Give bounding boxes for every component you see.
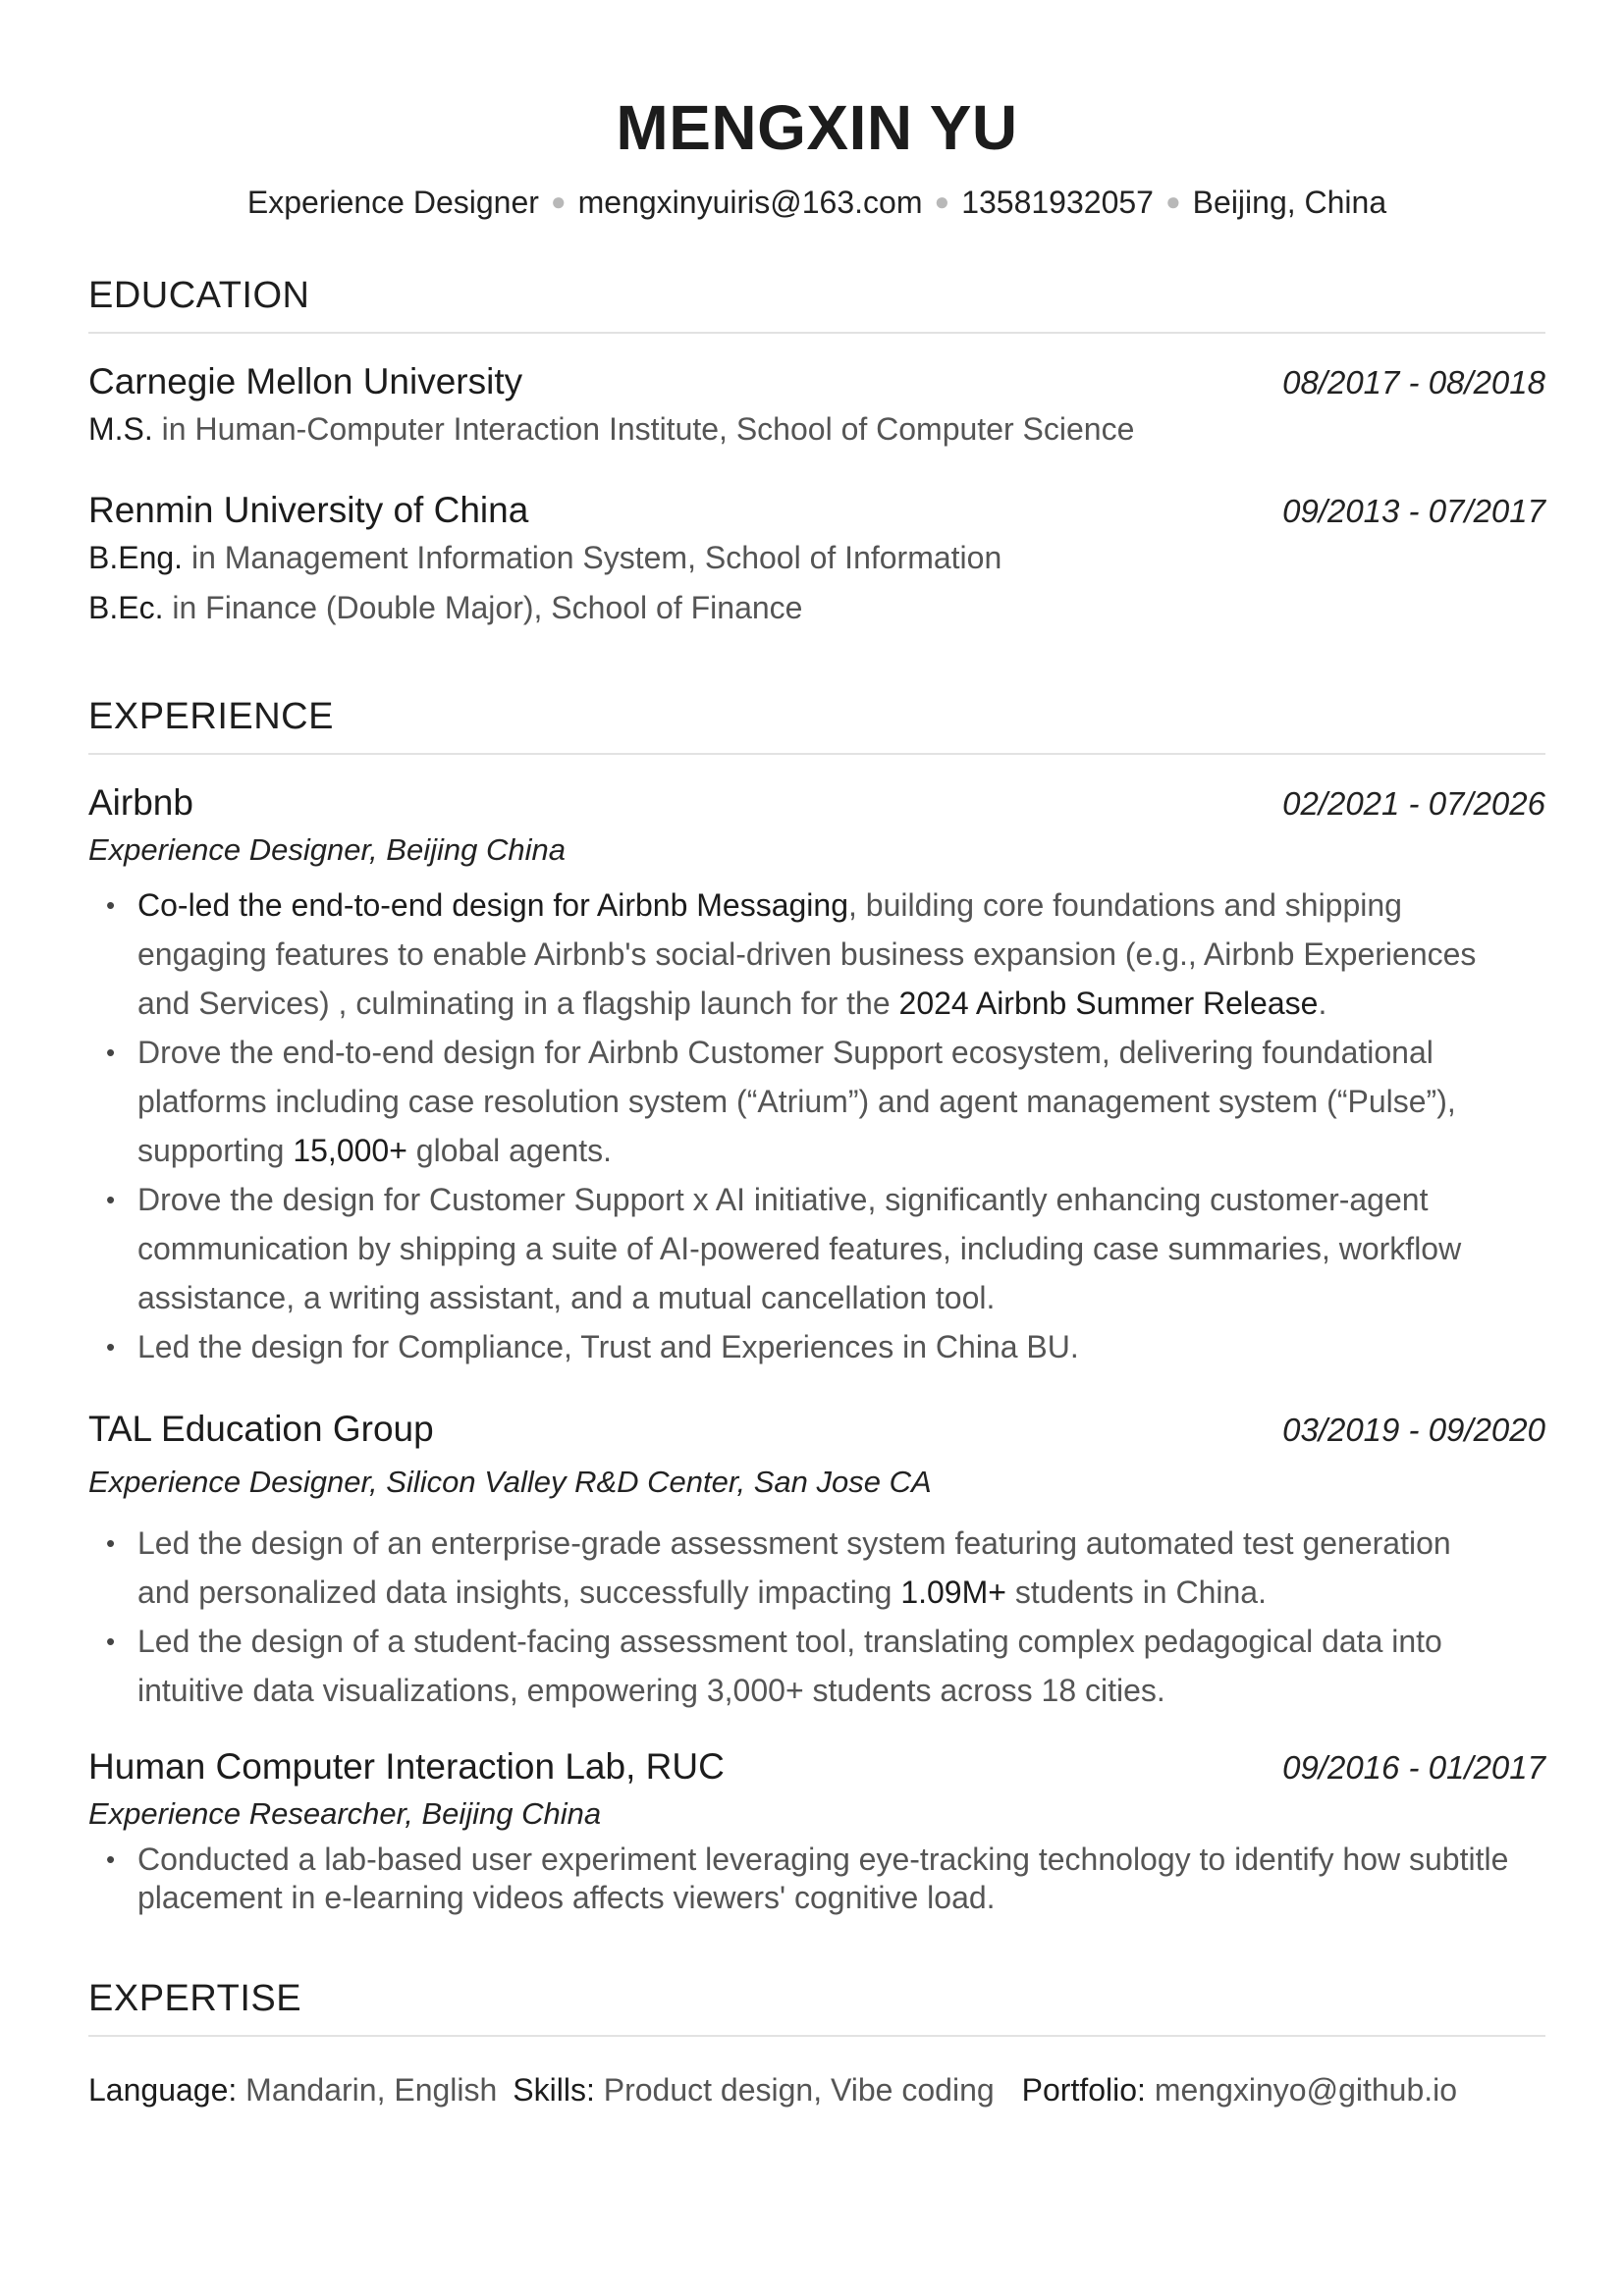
section-title: EXPERIENCE [88,696,334,737]
bullet-item [88,881,1506,1028]
date-range: 09/2016 - 01/2017 [1282,1749,1545,1786]
portfolio-value: mengxinyo@github.io [1145,2072,1458,2108]
separator-dot-icon: ● [1164,187,1181,216]
phone: 13581932057 [961,185,1154,220]
degree-detail: in Finance (Double Major), School of Finance [163,590,803,625]
separator-dot-icon: ● [934,187,950,216]
bullet-text: global agents. [406,1133,613,1168]
separator-dot-icon: ● [550,187,567,216]
highlight: 2024 Airbnb Summer Release [898,986,1319,1021]
bullet-list [88,881,1545,1371]
section-title: EDUCATION [88,275,310,316]
bullet-list [88,1841,1545,1917]
role-title: Experience Researcher, Beijing China [88,1796,602,1831]
degree-detail: in Human-Computer Interaction Institute, School of Computer Science [152,411,1135,447]
company-name: TAL Education Group [88,1409,434,1449]
degree-detail: in Management Information System, School of Information [183,540,1002,575]
skills-value: Product design, Vibe coding [594,2072,995,2108]
experience-section [88,694,1545,1917]
bullet-item [88,1519,1506,1617]
skills-label: Skills: [513,2072,595,2108]
bullet-list [88,1519,1545,1715]
email: mengxinyuiris@163.com [577,185,923,220]
date-range: 08/2017 - 08/2018 [1282,364,1545,400]
candidate-name: MENGXIN YU [616,92,1018,163]
highlight: 15,000+ [293,1133,407,1168]
bullet-text: Conducted a lab-based user experiment leveraging eye-tracking technology to identify how subtitle placement in e-learning videos affects viewers' cognitive load. [137,1842,1509,1915]
portfolio-label: Portfolio: [1021,2072,1146,2108]
location: Beijing, China [1192,185,1387,220]
bullet-text: Led the design of a student-facing assessment tool, translating complex pedagogical data into intuitive data visualizations, empowering 3,000+ students across 18 cities. [137,1624,1442,1708]
degree-line [88,583,1545,633]
bullet-text: . [1318,986,1327,1021]
role-title: Experience Designer, Beijing China [88,832,566,867]
bullet-item [88,1841,1545,1917]
bullet-text: Led the design of an enterprise-grade assessment system featuring automated test generation and personalized data insights, successfully impacting [137,1525,1451,1610]
school-name: Carnegie Mellon University [88,361,523,401]
date-range: 02/2021 - 07/2026 [1282,785,1545,822]
bullet-text: , building core foundations and shipping engaging features to enable Airbnb's social-driven business expansion (e.g., Airbnb Experiences and Services) , culminating in a flagship launch for the [137,887,1477,1021]
bullet-text: students in China. [1005,1575,1267,1610]
degree-name: M.S. [88,411,153,447]
education-entry [88,488,1545,633]
resume-header [88,0,1545,224]
expertise-line [88,2070,1545,2109]
education-entry [88,359,1545,454]
degree-name: B.Ec. [88,590,164,625]
divider [88,332,1545,334]
experience-entry [88,1407,1545,1715]
experience-entry [88,1744,1545,1917]
degree-line [88,533,1545,583]
role-title: Experience Designer, Silicon Valley R&D Center, San Jose CA [88,1465,932,1499]
bullet-text: Drove the end-to-end design for Airbnb Customer Support ecosystem, delivering foundational platforms including case resolution system (“Atrium”) and agent management system (“Pulse”), supporting [137,1035,1456,1168]
language-value: Mandarin, English [237,2072,498,2108]
highlight: 1.09M+ [900,1575,1006,1610]
job-title: Experience Designer [246,185,539,220]
degree-name: B.Eng. [88,540,184,575]
divider [88,2035,1545,2037]
bullet-text: Drove the design for Customer Support x AI initiative, significantly enhancing customer-agent communication by shipping a suite of AI-powered features, including case summaries, workflow assistance, a writing assistant, and a mutual cancellation tool. [137,1182,1462,1315]
contact-line [88,183,1545,224]
company-name: Airbnb [88,782,193,823]
language-label: Language: [88,2072,238,2108]
date-range: 09/2013 - 07/2017 [1282,493,1545,529]
date-range: 03/2019 - 09/2020 [1282,1412,1545,1448]
bullet-item [88,1322,1506,1371]
resume-page [88,0,1545,2109]
bullet-text: Led the design for Compliance, Trust and Experiences in China BU. [137,1329,1079,1364]
bullet-item [88,1028,1506,1175]
divider [88,753,1545,755]
section-title: EXPERTISE [88,1978,302,2019]
experience-entry [88,780,1545,1371]
education-section [88,273,1545,633]
degree-line [88,404,1545,454]
bullet-item [88,1617,1506,1715]
school-name: Renmin University of China [88,490,529,530]
bullet-item [88,1175,1506,1322]
highlight: Co-led the end-to-end design for Airbnb Messaging [137,887,848,923]
company-name: Human Computer Interaction Lab, RUC [88,1746,725,1787]
expertise-section [88,1976,1545,2109]
